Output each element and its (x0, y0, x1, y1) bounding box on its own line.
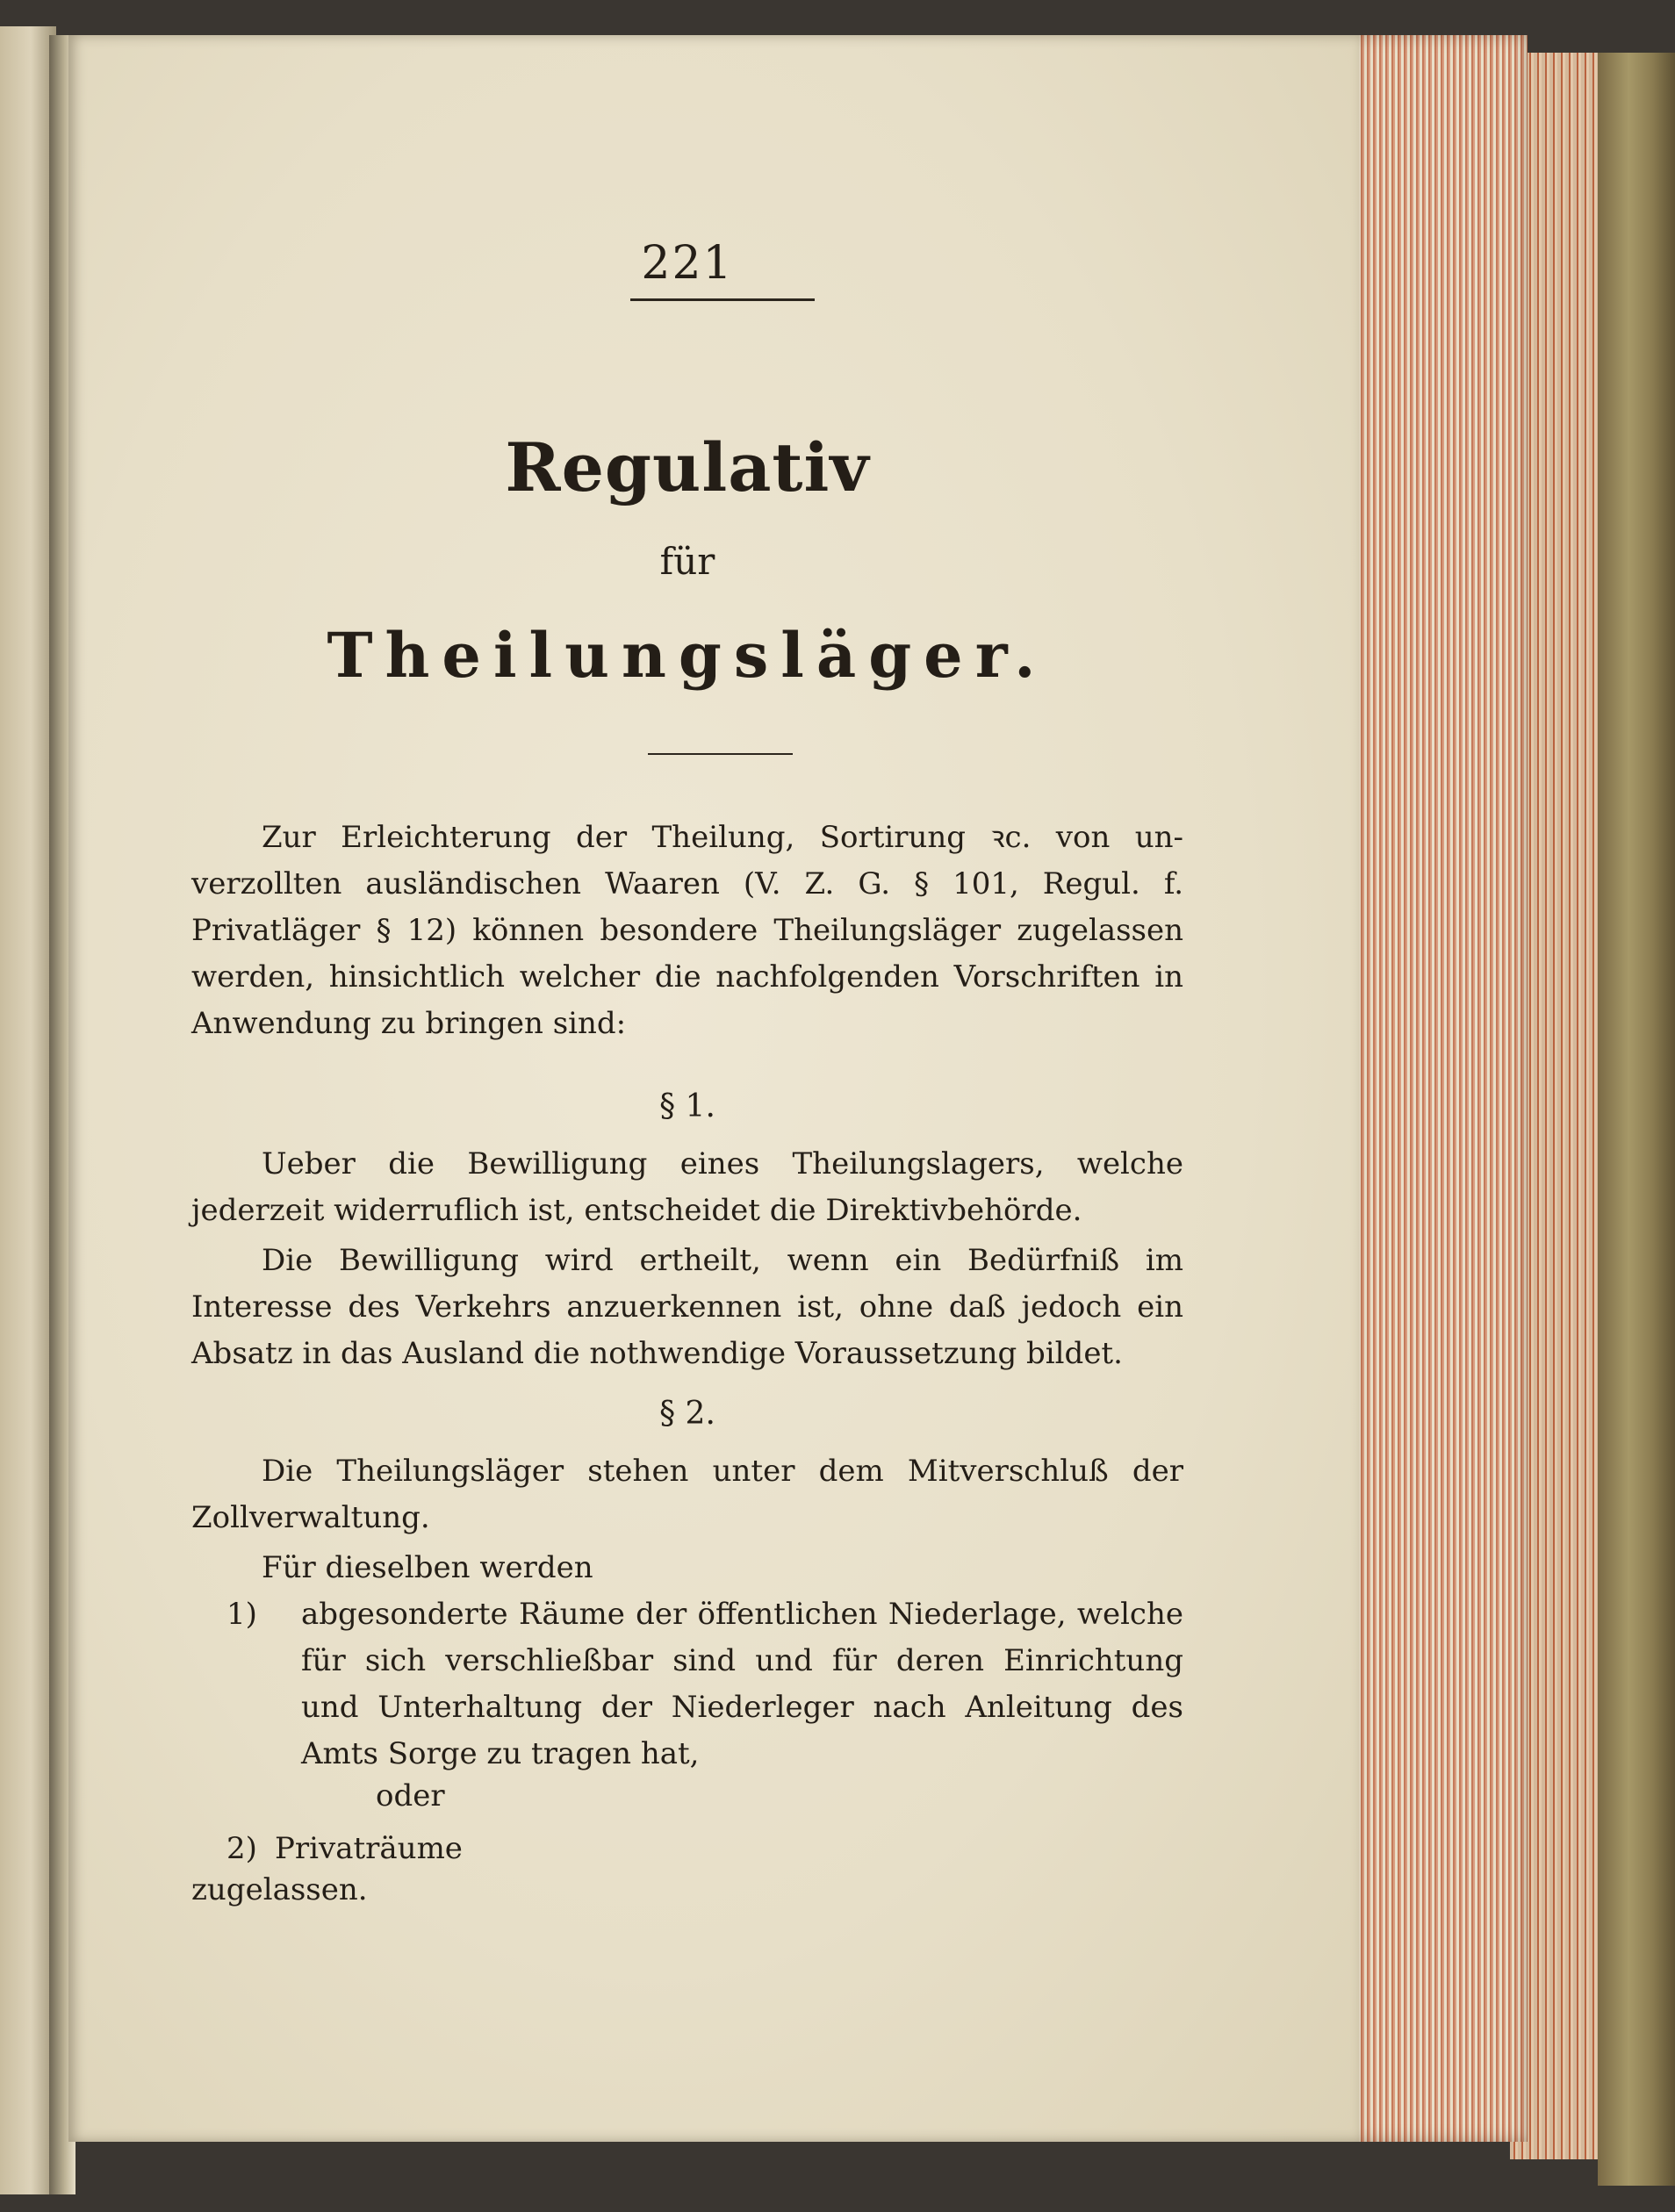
intro-line: verzollten ausländischen Waaren (V. Z. G. § 101, Regul. f. (191, 866, 1183, 901)
section2-paragraph-1 (191, 1448, 1183, 1541)
left-page-edge (0, 26, 56, 2194)
list-connector: oder (376, 1778, 445, 1813)
text-line: Absatz in das Ausland die nothwendige Voraussetzung bildet. (191, 1336, 1123, 1371)
section-heading-2: § 2. (659, 1396, 715, 1432)
title-divider (648, 753, 793, 755)
closing-word: zugelassen. (191, 1872, 368, 1907)
page-number-rule (630, 298, 815, 301)
section-heading-1: § 1. (659, 1088, 715, 1124)
text-line: Amts Sorge zu tragen hat, (301, 1736, 700, 1771)
list-number: 2) (226, 1831, 257, 1866)
text-line: Interesse des Verkehrs anzuerkennen ist, ohne daß jedoch ein (191, 1289, 1183, 1325)
page-edges (1352, 35, 1528, 2142)
intro-line: werden, hinsichtlich welcher die nachfolgenden Vorschriften in (191, 959, 1183, 995)
text-line: für sich verschließbar sind und für deren Einrichtung (301, 1643, 1183, 1678)
intro-paragraph (191, 815, 1183, 1047)
list-number: 1) (226, 1597, 257, 1632)
section1-paragraph-1 (191, 1141, 1183, 1234)
section1-paragraph-2 (191, 1238, 1183, 1377)
intro-line: Privatläger § 12) können besondere Theilungsläger zugelassen (191, 913, 1183, 948)
text-line: und Unterhaltung der Niederleger nach Anleitung des (301, 1690, 1183, 1725)
list-text: Privaträume (275, 1831, 463, 1866)
page-title: Regulativ (505, 428, 870, 506)
text-line: abgesonderte Räume der öffentlichen Niederlage, welche (301, 1597, 1183, 1632)
page-number: 221 (641, 237, 734, 290)
intro-line: Zur Erleichterung der Theilung, Sortirung ꝛc. von un- (262, 820, 1183, 855)
list-text (301, 1591, 1183, 1778)
intro-line: Anwendung zu bringen sind: (191, 1006, 627, 1041)
book-cover-edge (1598, 53, 1675, 2186)
page-subtitle: Theilungsläger. (327, 619, 1048, 692)
text-line: Ueber die Bewilligung eines Theilungslagers, welche (262, 1146, 1183, 1181)
section2-lead (191, 1545, 1183, 1591)
text-line: Zollverwaltung. (191, 1500, 430, 1535)
text-line: Die Bewilligung wird ertheilt, wenn ein Bedürfniß im (262, 1243, 1183, 1278)
book-page (68, 35, 1359, 2142)
text-line: Die Theilungsläger stehen unter dem Mitverschluß der (262, 1454, 1183, 1489)
text-line: Für dieselben werden (262, 1550, 593, 1585)
text-line: jederzeit widerruflich ist, entscheidet die Direktivbehörde. (191, 1193, 1082, 1228)
title-connector: für (659, 540, 715, 583)
